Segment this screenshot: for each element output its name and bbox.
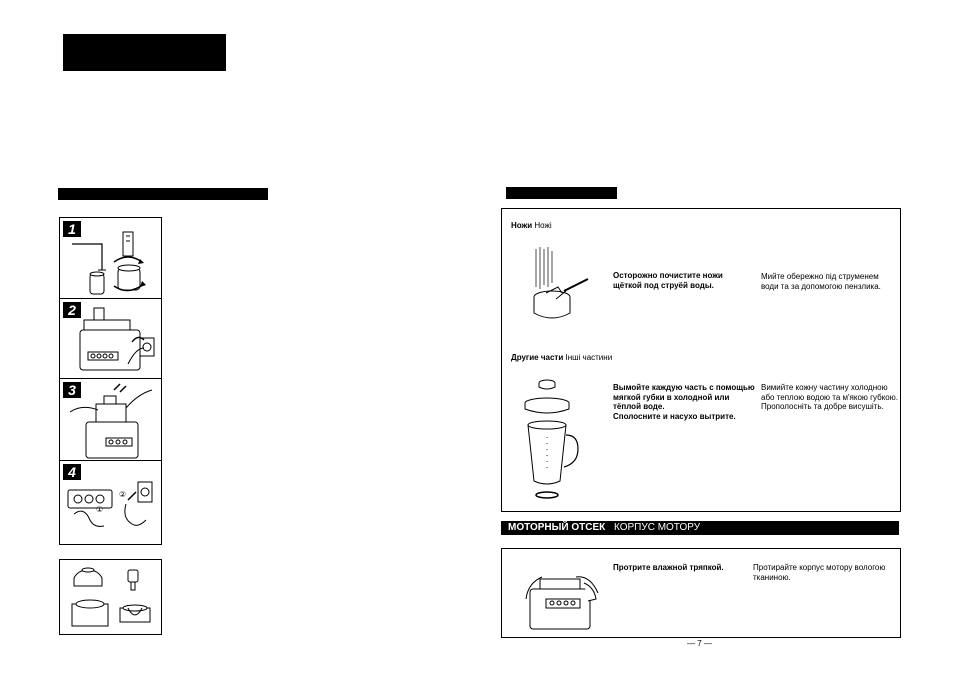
step-4-marker-2: ② (119, 490, 127, 499)
blender-parts-icon (66, 564, 156, 630)
step-3-number: 3 (63, 382, 81, 398)
remove-jug-and-blade-icon (66, 224, 156, 298)
motor-title-ru: МОТОРНЫЙ ОТСЕК (508, 522, 606, 533)
step-1-number: 1 (63, 221, 81, 237)
step-2-number: 2 (63, 302, 81, 318)
other-parts-text-ru: Вымойте каждую часть с помощью мягкой губки в холодной или тёплой воде. Сполосните и насухо вытрите. (613, 383, 755, 421)
other-parts-text-uk: Вимийте кожну частину холодною або теплою водою та м'якою губкою. Прополосніть та добре висушіть. (761, 383, 898, 411)
motor-text-ru: Протрите влажной тряпкой. (613, 563, 724, 572)
parts-panel (59, 559, 162, 635)
title-block (63, 34, 226, 71)
cleaning-panel (501, 208, 901, 512)
left-section-heading-bar (58, 188, 268, 200)
motor-panel (501, 548, 901, 638)
other-parts-label (511, 353, 612, 362)
switch-off-unplug-icon (64, 470, 158, 540)
blade-under-water-icon (526, 247, 596, 325)
jug-and-parts-icon (522, 377, 582, 503)
blades-label-uk: Ножі (534, 221, 552, 230)
steps-panel (59, 217, 162, 545)
step-divider (60, 460, 161, 461)
page-number: — 7 — (687, 639, 712, 648)
step-4-number: 4 (63, 464, 81, 480)
blades-label-ru: Ножи (511, 221, 533, 230)
step-divider (60, 298, 161, 299)
step-4-marker-1: ① (96, 505, 104, 514)
step-divider (60, 378, 161, 379)
right-section-heading-bar (506, 187, 617, 199)
blades-label (511, 221, 552, 230)
blades-text-uk: Мийте обережно під струменем води та за допомогою пензлика. (761, 272, 881, 291)
other-parts-label-ru: Другие части (511, 353, 564, 362)
wipe-motor-base-icon (524, 569, 604, 633)
hold-lid-press-button-icon (66, 382, 158, 460)
motor-title-uk: КОРПУС МОТОРУ (614, 522, 701, 533)
other-parts-label-uk: Інші частини (565, 353, 613, 362)
plug-into-socket-icon (66, 304, 158, 376)
blades-text-ru: Осторожно почистите ножи щёткой под струёй воды. (613, 271, 723, 290)
motor-section-bar (501, 521, 899, 535)
motor-text-uk: Протирайте корпус мотору вологою тканиною. (753, 563, 886, 582)
